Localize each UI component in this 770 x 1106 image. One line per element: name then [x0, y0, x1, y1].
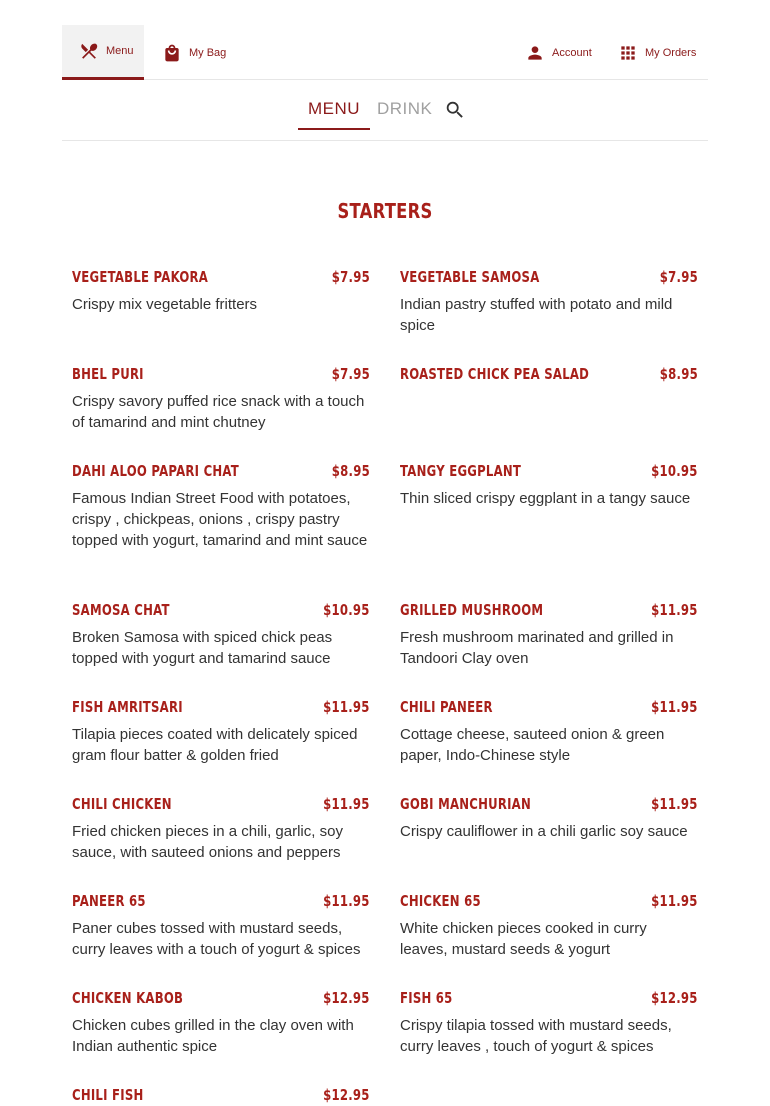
- nav-menu[interactable]: [62, 25, 144, 80]
- menu-item[interactable]: [400, 365, 698, 385]
- menu-item-name: PANEER 65: [72, 892, 146, 910]
- menu-item-description: Paner cubes tossed with mustard seeds, curry leaves with a touch of yogurt & spices: [72, 920, 361, 958]
- menu-item-header: [72, 268, 370, 288]
- menu-item-price: $12.95: [323, 989, 370, 1007]
- menu-item-description: Chicken cubes grilled in the clay oven with Indian authentic spice: [72, 1017, 354, 1055]
- tab-menu[interactable]: MENU: [298, 98, 370, 130]
- menu-item-header: [72, 698, 370, 718]
- nav-my-bag-label: My Bag: [189, 46, 227, 59]
- menu-item-name: DAHI ALOO PAPARI CHAT: [72, 462, 240, 480]
- menu-item-description: Cottage cheese, sauteed onion & green paper, Indo-Chinese style: [400, 726, 665, 764]
- menu-item-name: VEGETABLE PAKORA: [72, 268, 209, 286]
- menu-item[interactable]: [72, 698, 370, 766]
- menu-item-header: [72, 1086, 370, 1106]
- menu-item-price: $11.95: [651, 795, 698, 813]
- menu-item-description: Tilapia pieces coated with delicately spiced gram flour batter & golden fried: [72, 726, 358, 764]
- menu-item[interactable]: [72, 268, 370, 315]
- menu-item-header: [72, 892, 370, 912]
- menu-item-description: Thin sliced crispy eggplant in a tangy sauce: [400, 490, 691, 507]
- menu-item-name: TANGY EGGPLANT: [400, 462, 522, 480]
- menu-item[interactable]: [72, 365, 370, 433]
- menu-item-price: $11.95: [651, 698, 698, 716]
- menu-item-description: White chicken pieces cooked in curry leaves, mustard seeds & yogurt: [400, 920, 647, 958]
- menu-item-price: $7.95: [331, 268, 370, 286]
- category-tabs: [62, 80, 708, 141]
- nav-my-bag[interactable]: [162, 25, 242, 80]
- shopping-bag-icon: [162, 43, 182, 63]
- menu-item-name: VEGETABLE SAMOSA: [400, 268, 540, 286]
- menu-item-name: CHICKEN KABOB: [72, 989, 184, 1007]
- section-title: STARTERS: [337, 199, 433, 223]
- menu-item[interactable]: [400, 601, 698, 669]
- menu-item[interactable]: [72, 892, 370, 960]
- menu-item-price: $10.95: [651, 462, 698, 480]
- menu-item-price: $11.95: [651, 892, 698, 910]
- menu-item-description: Crispy tilapia tossed with mustard seeds, curry leaves , touch of yogurt & spices: [400, 1017, 672, 1055]
- top-nav: [62, 25, 708, 80]
- menu-item-header: [400, 698, 698, 718]
- menu-item-price: $11.95: [651, 601, 698, 619]
- menu-item-price: $7.95: [331, 365, 370, 383]
- menu-item[interactable]: [72, 462, 370, 551]
- menu-item-name: CHILI FISH: [72, 1086, 144, 1104]
- menu-item-description: Crispy cauliflower in a chili garlic soy sauce: [400, 823, 688, 840]
- menu-item-price: $8.95: [331, 462, 370, 480]
- menu-item-header: [400, 601, 698, 621]
- menu-item-name: ROASTED CHICK PEA SALAD: [400, 365, 590, 383]
- menu-item-description: Fresh mushroom marinated and grilled in Tandoori Clay oven: [400, 629, 674, 667]
- menu-item-name: GOBI MANCHURIAN: [400, 795, 531, 813]
- menu-item-price: $11.95: [323, 795, 370, 813]
- menu-item-header: [400, 462, 698, 482]
- menu-item-header: [72, 365, 370, 385]
- search-icon: [444, 108, 466, 125]
- menu-item-price: $7.95: [659, 268, 698, 286]
- person-icon: [525, 43, 545, 63]
- menu-item-price: $11.95: [323, 892, 370, 910]
- menu-item-description: Indian pastry stuffed with potato and mild spice: [400, 296, 673, 334]
- menu-item-name: GRILLED MUSHROOM: [400, 601, 544, 619]
- menu-item-price: $12.95: [323, 1086, 370, 1104]
- menu-item-header: [400, 268, 698, 288]
- menu-item[interactable]: [72, 795, 370, 863]
- fork-knife-icon: [79, 41, 99, 61]
- menu-item-header: [400, 365, 698, 385]
- menu-item-name: CHICKEN 65: [400, 892, 481, 910]
- menu-item[interactable]: [400, 462, 698, 509]
- menu-item-header: [400, 795, 698, 815]
- nav-my-orders[interactable]: [618, 25, 708, 80]
- menu-item[interactable]: [400, 795, 698, 842]
- menu-item[interactable]: [400, 698, 698, 766]
- menu-item-price: $8.95: [659, 365, 698, 383]
- menu-item-header: [72, 462, 370, 482]
- menu-item-name: SAMOSA CHAT: [72, 601, 170, 619]
- menu-item-name: CHILI PANEER: [400, 698, 493, 716]
- menu-item-price: $12.95: [651, 989, 698, 1007]
- menu-item-description: Crispy savory puffed rice snack with a touch of tamarind and mint chutney: [72, 393, 365, 431]
- menu-item-header: [400, 892, 698, 912]
- menu-item-description: Famous Indian Street Food with potatoes, crispy , chickpeas, onions , crispy pastry topped with yogurt, tamarind and mint sauce: [72, 490, 368, 549]
- nav-menu-label: Menu: [106, 45, 134, 57]
- grid-icon: [618, 43, 638, 63]
- menu-item-name: BHEL PURI: [72, 365, 144, 383]
- menu-item-name: CHILI CHICKEN: [72, 795, 172, 813]
- menu-item-description: Fried chicken pieces in a chili, garlic, soy sauce, with sauteed onions and peppers: [72, 823, 343, 861]
- menu-item[interactable]: [72, 989, 370, 1057]
- menu-item-header: [72, 795, 370, 815]
- menu-item[interactable]: [400, 268, 698, 336]
- nav-account-label: Account: [552, 46, 592, 59]
- menu-item-header: [72, 601, 370, 621]
- menu-item[interactable]: [72, 1086, 370, 1106]
- menu-item-price: $11.95: [323, 698, 370, 716]
- menu-item[interactable]: [72, 601, 370, 669]
- menu-item[interactable]: [400, 989, 698, 1057]
- menu-item-name: FISH 65: [400, 989, 453, 1007]
- menu-item-name: FISH AMRITSARI: [72, 698, 183, 716]
- nav-my-orders-label: My Orders: [645, 46, 697, 59]
- nav-account[interactable]: [525, 25, 605, 80]
- menu-item[interactable]: [400, 892, 698, 960]
- menu-item-description: Broken Samosa with spiced chick peas topped with yogurt and tamarind sauce: [72, 629, 333, 667]
- menu-item-description: Crispy mix vegetable fritters: [72, 296, 258, 313]
- tab-drink[interactable]: DRINK: [377, 99, 433, 118]
- search-button[interactable]: [444, 99, 466, 121]
- menu-item-header: [72, 989, 370, 1009]
- menu-item-price: $10.95: [323, 601, 370, 619]
- menu-item-header: [400, 989, 698, 1009]
